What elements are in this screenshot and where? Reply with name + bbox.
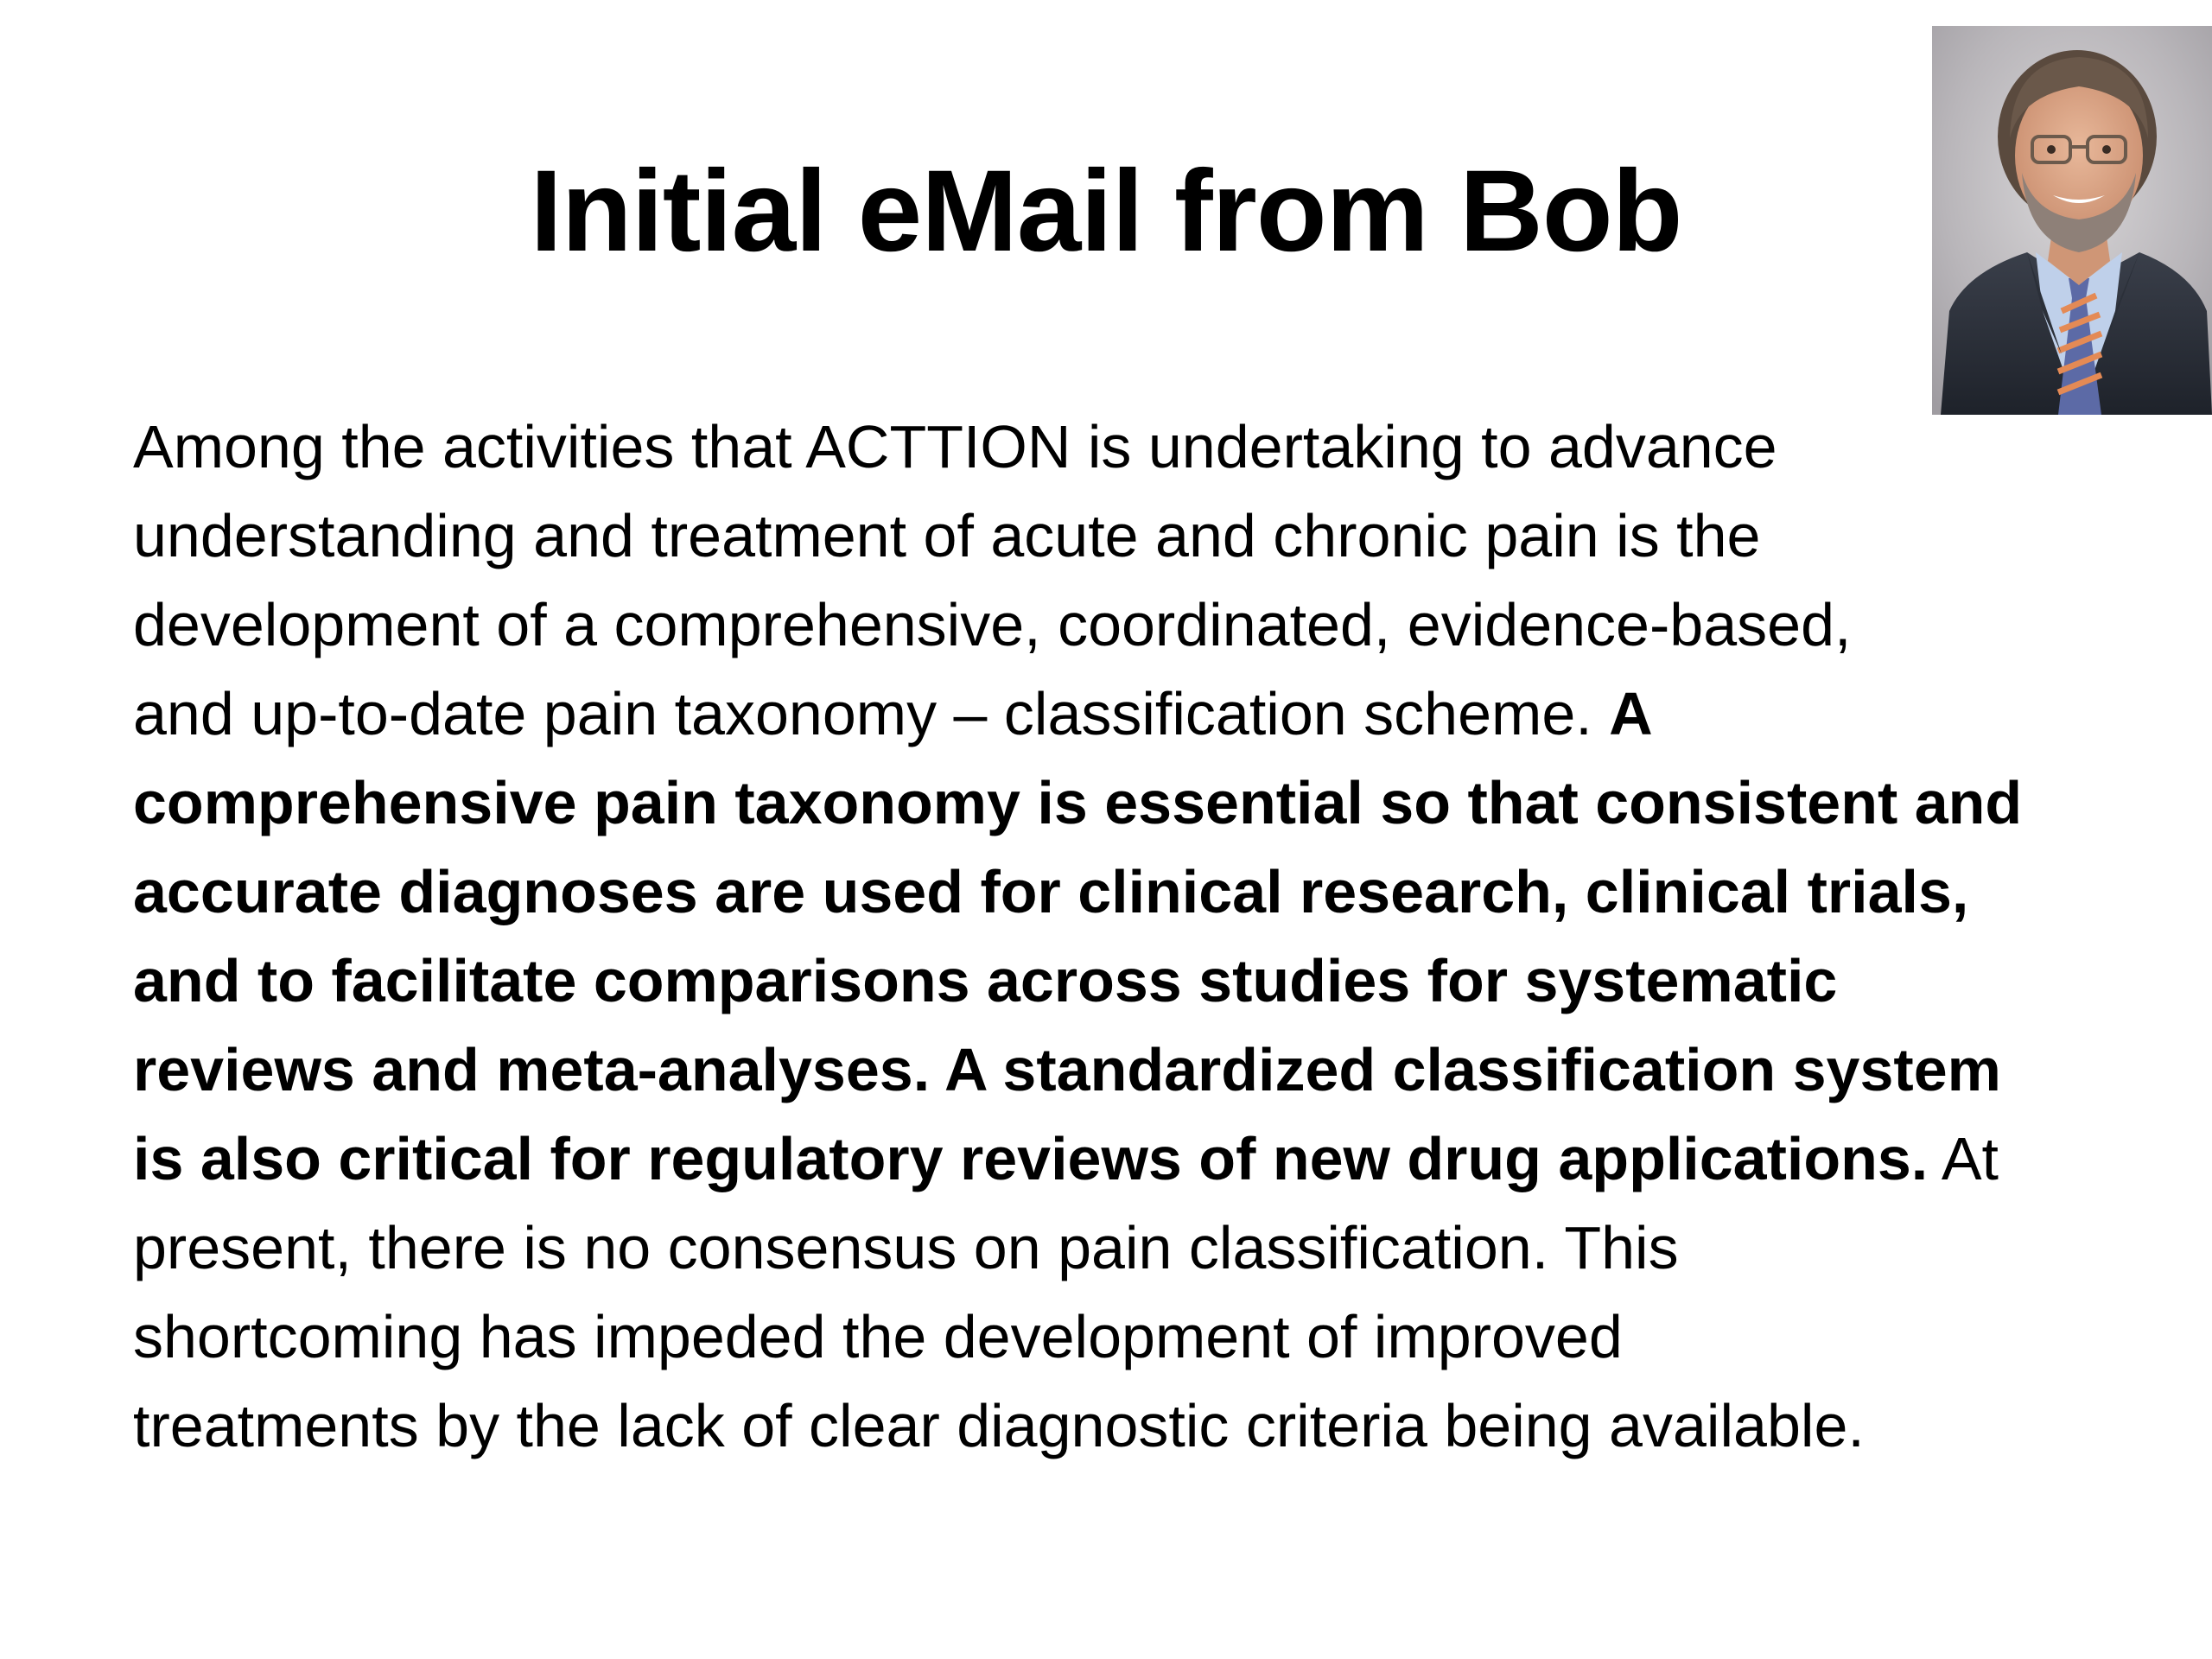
portrait-photo-image xyxy=(1932,26,2212,415)
body-line-4-text: and up-to-date pain taxonomy – classification scheme. xyxy=(133,680,1610,747)
body-line-3-text: development of a comprehensive, coordinated, evidence-based, xyxy=(133,591,1852,658)
portrait-photo xyxy=(1932,26,2212,415)
body-line-3 xyxy=(133,581,2146,670)
body-line-12 xyxy=(133,1382,2146,1471)
slide-title: Initial eMail from Bob xyxy=(530,147,1682,276)
body-line-7-bold: and to facilitate comparisons across studies for systematic xyxy=(133,947,1838,1014)
body-line-2-text: understanding and treatment of acute and chronic pain is the xyxy=(133,502,1761,569)
body-line-7 xyxy=(133,937,2146,1026)
email-body xyxy=(133,403,2146,1471)
body-line-9-bold: is also critical for regulatory reviews of new drug applications. xyxy=(133,1125,1929,1192)
body-line-1 xyxy=(133,403,2146,492)
body-line-8-bold: reviews and meta-analyses. A standardized classification system xyxy=(133,1036,2001,1103)
body-line-6 xyxy=(133,848,2146,937)
body-line-2 xyxy=(133,492,2146,581)
body-line-10 xyxy=(133,1204,2146,1293)
body-line-9 xyxy=(133,1115,2146,1204)
body-line-10-text: present, there is no consensus on pain classification. This xyxy=(133,1214,1679,1281)
body-line-12-text: treatments by the lack of clear diagnostic criteria being available. xyxy=(133,1392,1865,1459)
body-line-4-bold: A xyxy=(1609,680,1653,747)
body-line-1-text: Among the activities that ACTTION is undertaking to advance xyxy=(133,413,1777,480)
body-line-4 xyxy=(133,670,2146,759)
body-line-6-bold: accurate diagnoses are used for clinical research, clinical trials, xyxy=(133,858,1969,925)
body-line-11 xyxy=(133,1293,2146,1382)
body-line-11-text: shortcoming has impeded the development of improved xyxy=(133,1303,1623,1370)
body-line-5 xyxy=(133,759,2146,848)
body-line-9-text: At xyxy=(1928,1125,1999,1192)
body-line-5-bold: comprehensive pain taxonomy is essential so that consistent and xyxy=(133,769,2023,836)
body-line-8 xyxy=(133,1026,2146,1115)
